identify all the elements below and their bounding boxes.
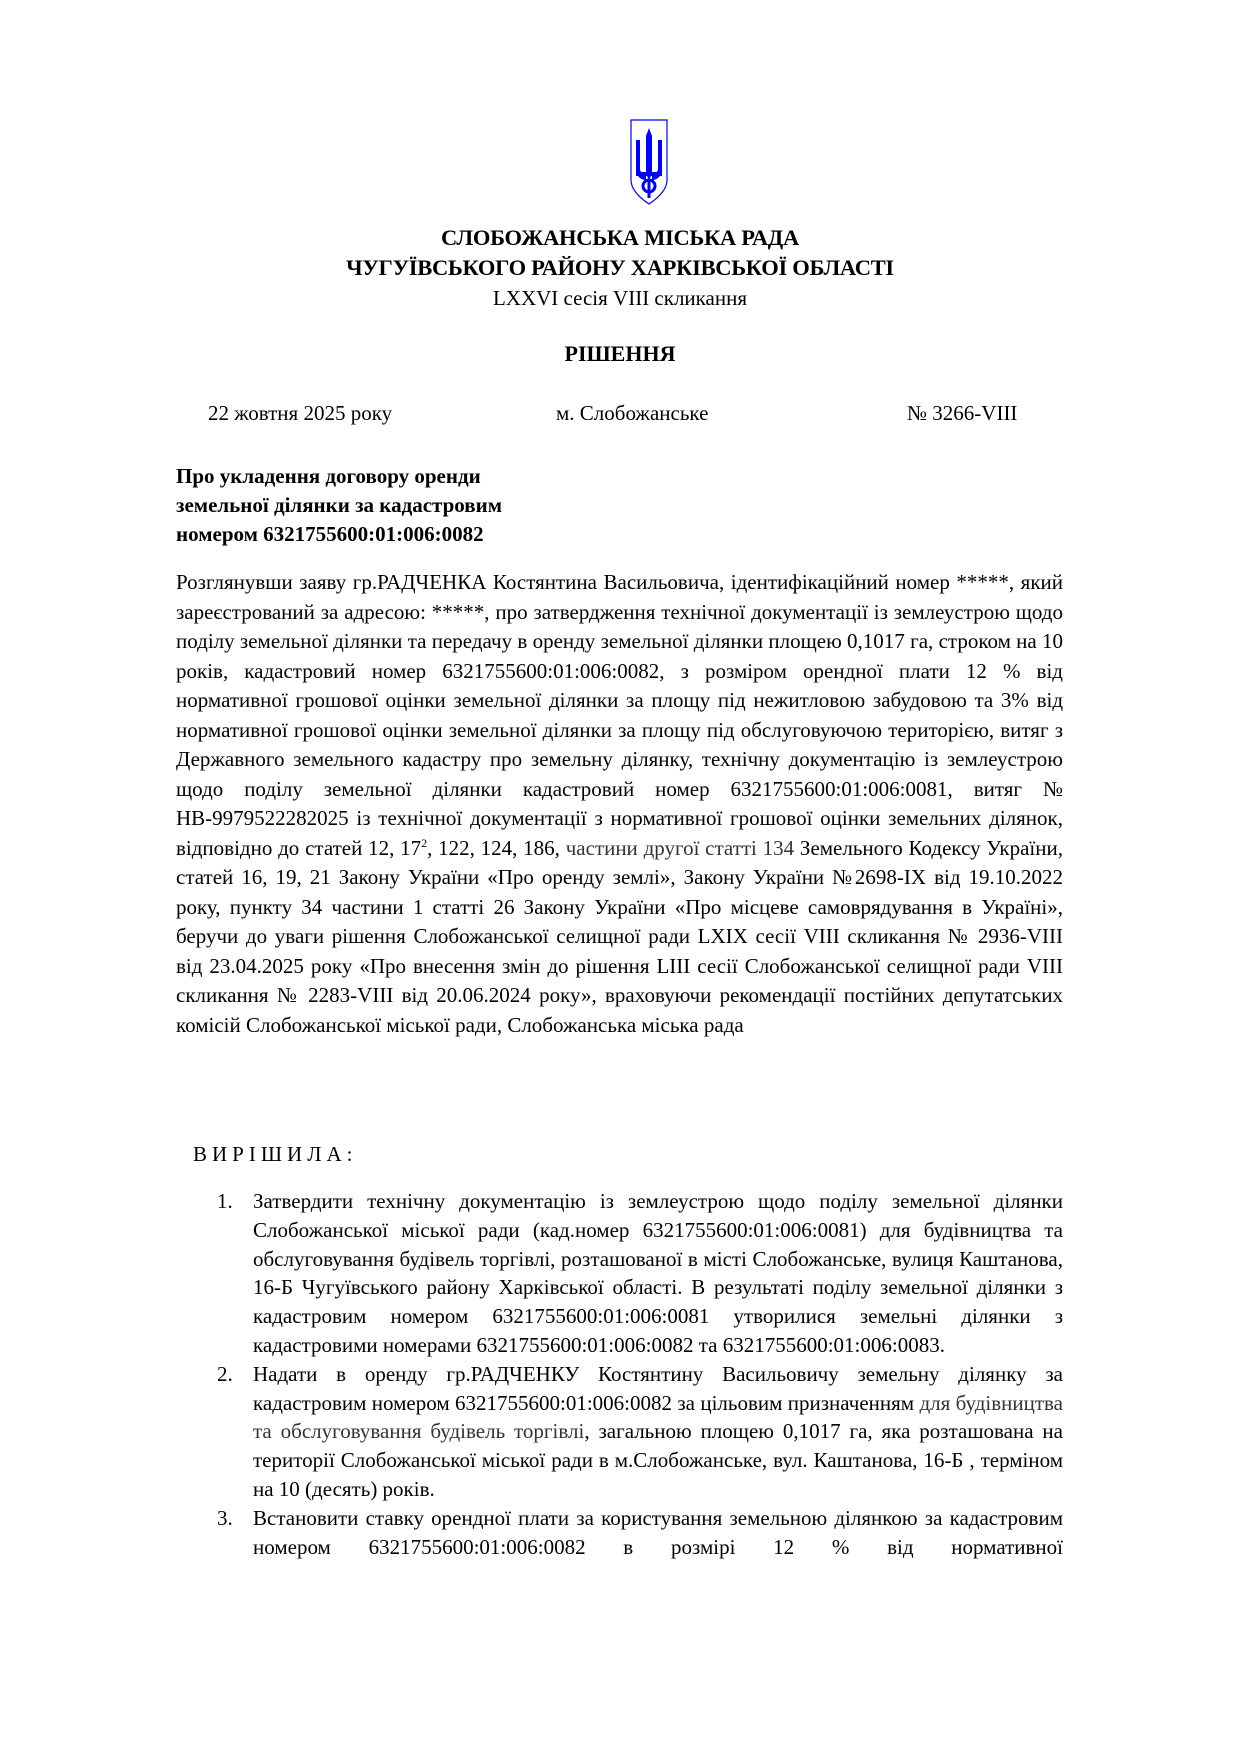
decision-subject (176, 462, 502, 549)
preamble-text: , 122, 124, 186, (427, 835, 566, 860)
resolved-label: ВИРІШИЛА: (193, 1142, 358, 1166)
subject-line: номером 6321755600:01:006:0082 (176, 522, 484, 546)
superscript: 2 (421, 835, 428, 850)
subject-line: Про укладення договору оренди (176, 464, 481, 488)
decision-items (212, 1187, 1063, 1561)
document-type: РІШЕННЯ (564, 341, 676, 366)
district-name: ЧУГУЇВСЬКОГО РАЙОНУ ХАРКІВСЬКОЇ ОБЛАСТІ (346, 255, 894, 280)
item-text: Затвердити технічну документацію із землеустрою щодо поділу земельної ділянки Слобожанської міської ради (кад.номер 6321755600:01:006:0081) для будівництва та обслуговування будівель торгівлі, розташованої в місті Слобожанське, вулиця Каштанова, 16-Б Чугуївського району Харківської області. В результаті поділу земельної ділянки з кадастровим номером 6321755600:01:006:0081 утворилися земельні ділянки з кадастровими номерами 6321755600:01:006:0082 та 6321755600:01:006:0083. (253, 1189, 1063, 1357)
ukraine-trident-icon (629, 118, 669, 206)
item-number: 1. (217, 1189, 233, 1213)
preamble-text-grey: частини другої статті 134 (565, 835, 795, 860)
decision-date: 22 жовтня 2025 року (208, 401, 393, 425)
item-number: 2. (217, 1361, 233, 1386)
item-text-grey: для будівництва та обслуговування будівель торгівлі (253, 1390, 1063, 1444)
preamble-paragraph (176, 568, 1063, 1040)
item-text: Надати в оренду гр.РАДЧЕНКУ Костянтину Васильовичу земельну ділянку за кадастровим номером 6321755600:01:006:0082 за цільовим призначенням (253, 1361, 1063, 1415)
decision-item (212, 1360, 1063, 1504)
decision-item (212, 1504, 1063, 1562)
decision-place: м. Слобожанське (556, 401, 709, 425)
decision-item (212, 1187, 1063, 1360)
preamble-text: Земельного Кодексу України, статей 16, 19, 21 Закону України «Про оренду землі», Закону України №2698-IX від 19.10.2022 року, пункту 34 частини 1 статті 26 Закону України «Про місцеве самоврядування в Україні», беручи до уваги рішення Слобожанської селищної ради LXIX сесії VIII скликання № 2936-VIII від 23.04.2025 року «Про внесення змін до рішення LIII сесії Слобожанської селищної ради VIII скликання № 2283-VIII від 20.06.2024 року», враховуючи рекомендації постійних депутатських комісій Слобожанської міської ради, Слобожанська міська рада (176, 835, 1063, 1037)
item-text: Встановити ставку орендної плати за користування земельною ділянкою за кадастровим номером 6321755600:01:006:0082 в розмірі 12 % від нормативної (253, 1505, 1063, 1559)
session-line: LXXVI сесія VIII скликання (492, 286, 748, 310)
subject-line: земельної ділянки за кадастровим (176, 493, 502, 517)
council-name: СЛОБОЖАНСЬКА МІСЬКА РАДА (441, 225, 799, 250)
item-number: 3. (217, 1505, 233, 1530)
item-text: , загальною площею 0,1017 га, яка розташована на території Слобожанської міської ради в м.Слобожанське, вул. Каштанова, 16-Б , терміном на 10 (десять) років. (253, 1419, 1063, 1501)
preamble-text: Розглянувши заяву гр.РАДЧЕНКА Костянтина Васильовича, ідентифікаційний номер *****, який зареєстрований за адресою: *****, про затвердження технічної документації із землеустрою щодо поділу земельної ділянки та передачу в оренду земельної ділянки площею 0,1017 га, строком на 10 років, кадастровий номер 6321755600:01:006:0082, з розміром орендної плати 12 % від нормативної грошової оцінки земельної ділянки за площу під нежитловою забудовою та 3% від нормативної грошової оцінки земельної ділянки за площу під обслуговуючою територією, витяг з Державного земельного кадастру про земельну ділянку, технічну документацію із землеустрою щодо поділу земельної ділянки кадастровий номер 6321755600:01:006:0081, витяг № НВ-9979522282025 із технічної документації з нормативної грошової оцінки земельних ділянок, відповідно до статей 12, 17 (176, 570, 1063, 860)
decision-number: № 3266-VIII (907, 401, 1018, 425)
